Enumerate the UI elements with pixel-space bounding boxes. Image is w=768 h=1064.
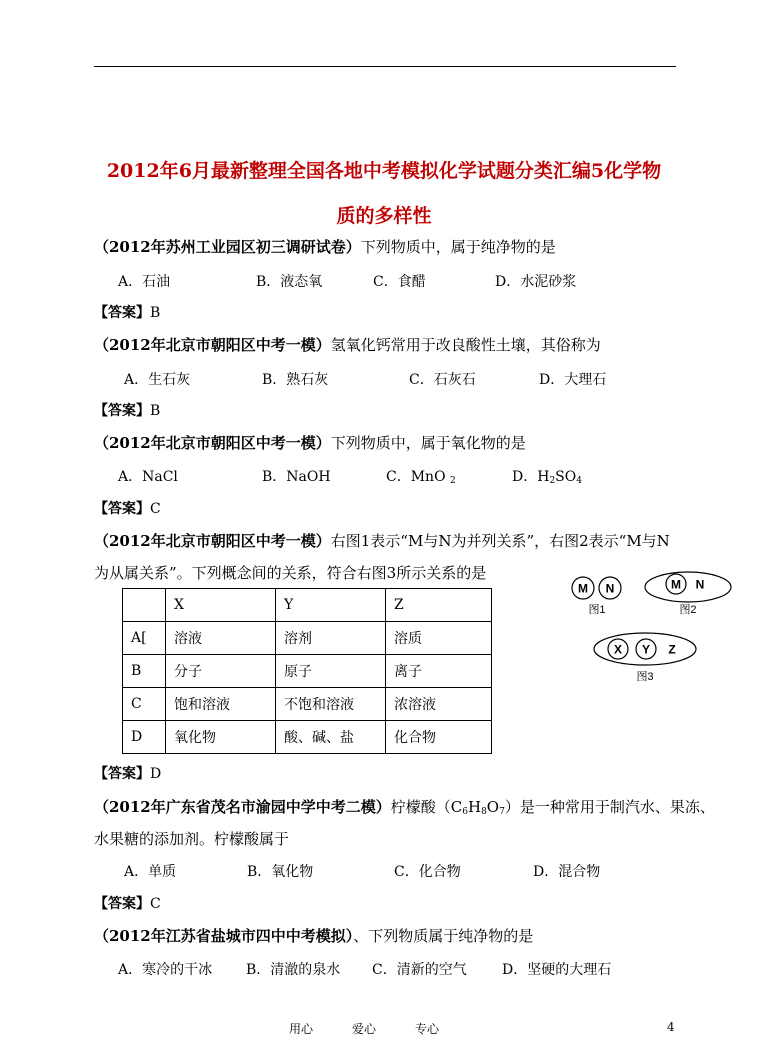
table-row: [123, 622, 492, 655]
question-3: [94, 432, 526, 453]
answer-label: 【答案】: [94, 403, 150, 419]
option-a: A．石油: [118, 274, 171, 290]
caption-fig3: 图3: [636, 671, 654, 683]
concept-table: [122, 588, 492, 754]
option-d: D．水泥砂浆: [495, 274, 577, 290]
table-cell: Y: [276, 589, 386, 622]
option-d: D．坚硬的大理石: [502, 962, 612, 978]
table-cell: 浓溶液: [386, 688, 492, 721]
question-6: [94, 925, 533, 946]
table-cell: [123, 589, 166, 622]
answer-value: C: [150, 501, 161, 517]
option-c: C．食醋: [373, 274, 426, 290]
option-a: A．NaCl: [118, 469, 178, 485]
answer-value: C: [150, 896, 161, 912]
figure-2: [645, 572, 731, 616]
option-c: C．化合物: [394, 864, 461, 880]
table-cell: A[: [123, 622, 166, 655]
header-rule: [94, 66, 676, 67]
footer-text-2: 爱心: [352, 1022, 377, 1036]
table-row: [123, 688, 492, 721]
page-number: 4: [667, 1020, 675, 1034]
label-x: X: [613, 642, 623, 657]
question-text: 下列物质中，属于纯净物的是: [360, 238, 556, 256]
table-cell: 化合物: [386, 721, 492, 754]
table-cell: 氧化物: [166, 721, 276, 754]
option-d: D．混合物: [533, 864, 601, 880]
table-cell: 离子: [386, 655, 492, 688]
option-b: B．清澈的泉水: [246, 962, 341, 978]
question-2: [94, 334, 601, 355]
table-cell: C: [123, 688, 166, 721]
answer-3: [94, 498, 161, 518]
label-m: M: [578, 581, 588, 596]
table-cell: 分子: [166, 655, 276, 688]
question-text: 、下列物质属于纯净物的是: [353, 927, 534, 945]
table-cell: 不饱和溶液: [276, 688, 386, 721]
option-a: A．生石灰: [124, 372, 191, 388]
question-text-line2: 为从属关系”。下列概念间的关系，符合右图3所示关系的是: [94, 564, 487, 582]
figure-1: [572, 577, 621, 616]
footer-text-3: 专心: [415, 1022, 440, 1036]
table-cell: 溶液: [166, 622, 276, 655]
question-source: （2012年苏州工业园区初三调研试卷）: [94, 238, 361, 256]
answer-value: D: [150, 766, 162, 782]
option-c: C．清新的空气: [372, 962, 467, 978]
answer-5: [94, 893, 161, 913]
table-cell: X: [166, 589, 276, 622]
answer-label: 【答案】: [94, 766, 150, 782]
ellipse-n: [645, 572, 731, 602]
answer-label: 【答案】: [94, 305, 150, 321]
option-c: C．石灰石: [409, 372, 476, 388]
table-row: [123, 721, 492, 754]
answer-value: B: [150, 403, 161, 419]
caption-fig1: 图1: [588, 604, 606, 616]
label-n: N: [695, 577, 705, 592]
option-b: B．氧化物: [247, 864, 314, 880]
option-d: D．$H_2SO_4$: [512, 469, 582, 486]
table-cell: 饱和溶液: [166, 688, 276, 721]
label-y: Y: [641, 642, 651, 657]
answer-value: B: [150, 305, 161, 321]
question-text-line2: 水果糖的添加剂。柠檬酸属于: [94, 830, 290, 848]
option-b: B．熟石灰: [262, 372, 329, 388]
answer-4: [94, 763, 161, 783]
question-source: （2012年广东省茂名市渝园中学中考二模）: [94, 798, 391, 816]
option-b: B．液态氧: [256, 274, 323, 290]
table-cell: 原子: [276, 655, 386, 688]
table-cell: Z: [386, 589, 492, 622]
question-source: （2012年北京市朝阳区中考一模）: [94, 336, 331, 354]
table-row: [123, 655, 492, 688]
option-c: C．MnO $_2$: [386, 469, 456, 486]
label-n: N: [605, 581, 615, 596]
doc-title-line2: 质的多样性: [336, 205, 432, 227]
table-cell: B: [123, 655, 166, 688]
table-cell: 溶质: [386, 622, 492, 655]
question-1: [94, 236, 556, 257]
answer-2: [94, 400, 160, 420]
question-4: [94, 530, 670, 551]
option-d: D．大理石: [539, 372, 607, 388]
answer-label: 【答案】: [94, 501, 150, 517]
option-b: B．NaOH: [262, 469, 331, 485]
option-a: A．单质: [124, 864, 177, 880]
question-text: 氢氧化钙常用于改良酸性土壤，其俗称为: [330, 336, 601, 354]
question-5: [94, 796, 715, 817]
label-z: Z: [668, 642, 676, 657]
answer-1: [94, 302, 160, 322]
footer-text-1: 用心: [289, 1022, 314, 1036]
question-source: （2012年北京市朝阳区中考一模）: [94, 532, 331, 550]
relation-diagrams: [560, 566, 760, 686]
table-cell: D: [123, 721, 166, 754]
question-source: （2012年北京市朝阳区中考一模）: [94, 434, 331, 452]
label-m: M: [671, 577, 681, 592]
doc-title-line1: 2012年6月最新整理全国各地中考模拟化学试题分类汇编5化学物: [106, 160, 662, 182]
table-header-row: [123, 589, 492, 622]
question-source: （2012年江苏省盐城市四中中考模拟）: [94, 927, 354, 945]
question-text: 柠檬酸$(C_6H_8O_7)$是一种常用于制汽水、果冻、: [390, 798, 715, 817]
table-cell: 酸、碱、盐: [276, 721, 386, 754]
question-text: 下列物质中，属于氧化物的是: [330, 434, 526, 452]
table-cell: 溶剂: [276, 622, 386, 655]
caption-fig2: 图2: [679, 604, 697, 616]
option-a: A．寒冷的干冰: [118, 962, 213, 978]
question-text: 右图1表示“M与N为并列关系”，右图2表示“M与N: [330, 532, 670, 550]
figure-3: [594, 633, 696, 683]
answer-label: 【答案】: [94, 896, 150, 912]
